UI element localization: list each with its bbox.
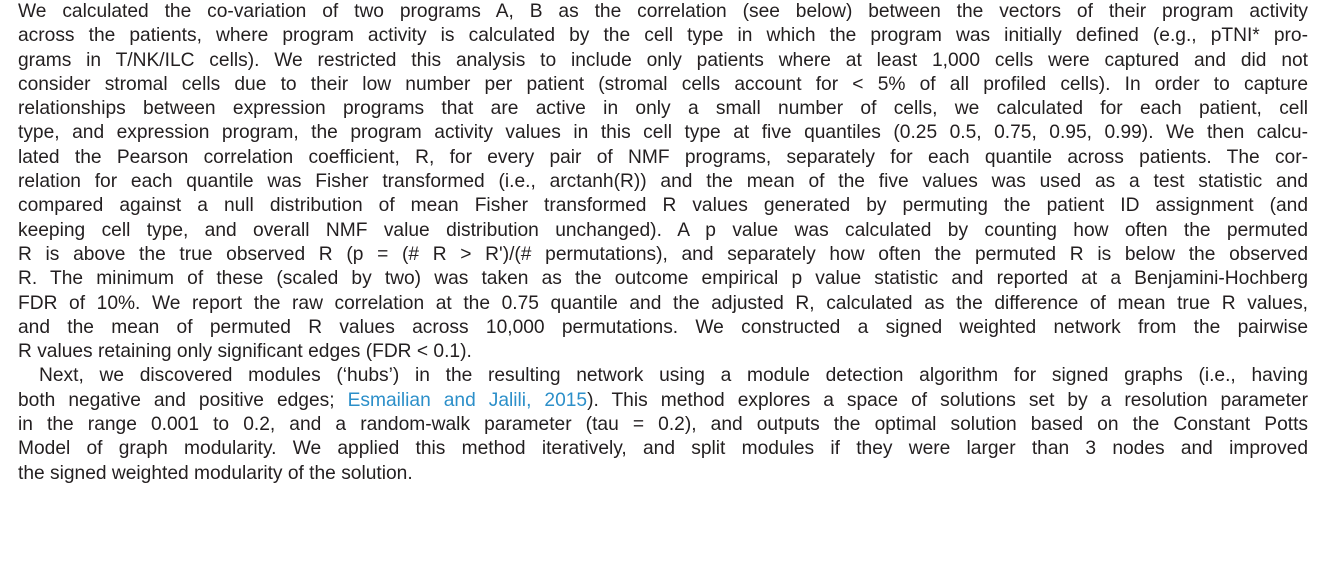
text-line: R is above the true observed R (p = (# R > R')/(# permutations), and separately how often the permuted R is below the observed bbox=[18, 243, 1308, 265]
text-segment: both negative and positive edges; bbox=[18, 389, 348, 411]
text-line: relation for each quantile was Fisher transformed (i.e., arctanh(R)) and the mean of the five values was used as a test statistic and bbox=[18, 171, 1308, 193]
text-line: compared against a null distribution of mean Fisher transformed R values generated by permuting the patient ID assignment (and bbox=[18, 195, 1308, 217]
text-line: FDR of 10%. We report the raw correlation at the 0.75 quantile and the adjusted R, calculated as the difference of mean true R values, bbox=[18, 292, 1308, 314]
paragraph-covariation-method bbox=[18, 0, 1308, 364]
text-line: across the patients, where program activity is calculated by the cell type in which the program was initially defined (e.g., pTNI* pro- bbox=[18, 25, 1308, 47]
text-line: in the range 0.001 to 0.2, and a random-walk parameter (tau = 0.2), and outputs the optimal solution based on the Constant Potts bbox=[18, 414, 1308, 436]
text-line: R values retaining only significant edges (FDR < 0.1). bbox=[18, 341, 472, 363]
text-line: the signed weighted modularity of the solution. bbox=[18, 462, 413, 484]
text-line: lated the Pearson correlation coefficient, R, for every pair of NMF programs, separately for each quantile across patients. The cor- bbox=[18, 146, 1308, 168]
text-line: relationships between expression programs that are active in only a small number of cells, we calculated for each patient, cell bbox=[18, 98, 1308, 120]
text-line: Model of graph modularity. We applied this method iteratively, and split modules if they were larger than 3 nodes and improved bbox=[18, 438, 1308, 460]
text-line: R. The minimum of these (scaled by two) was taken as the outcome empirical p value statistic and reported at a Benjamini-Hochberg bbox=[18, 268, 1308, 290]
text-line: grams in T/NK/ILC cells). We restricted this analysis to include only patients where at least 1,000 cells were captured and did not bbox=[18, 49, 1308, 71]
citation-link[interactable]: Esmailian and Jalili, 2015 bbox=[347, 389, 588, 411]
text-line: keeping cell type, and overall NMF value distribution unchanged). A p value was calculated by counting how often the permuted bbox=[18, 219, 1308, 241]
text-line-with-citation bbox=[18, 389, 1308, 413]
paragraph-module-detection bbox=[18, 364, 1308, 485]
text-line: type, and expression program, the program activity values in this cell type at five quantiles (0.25 0.5, 0.75, 0.95, 0.99). We then calcu- bbox=[18, 122, 1308, 144]
text-line: consider stromal cells due to their low number per patient (stromal cells account for < 5% of all profiled cells). In order to capture bbox=[18, 73, 1308, 95]
text-segment: Next, we discovered modules (‘hubs’) in the resulting network using a module detection algorithm for signed graphs (i.e., having bbox=[39, 365, 1308, 387]
text-line: We calculated the co-variation of two programs A, B as the correlation (see below) between the vectors of their program activity bbox=[18, 1, 1308, 22]
text-line bbox=[18, 364, 1308, 388]
text-segment: ). This method explores a space of solutions set by a resolution parameter bbox=[587, 389, 1308, 411]
text-line: and the mean of permuted R values across 10,000 permutations. We constructed a signed weighted network from the pairwise bbox=[18, 316, 1308, 338]
document-body bbox=[18, 0, 1308, 486]
